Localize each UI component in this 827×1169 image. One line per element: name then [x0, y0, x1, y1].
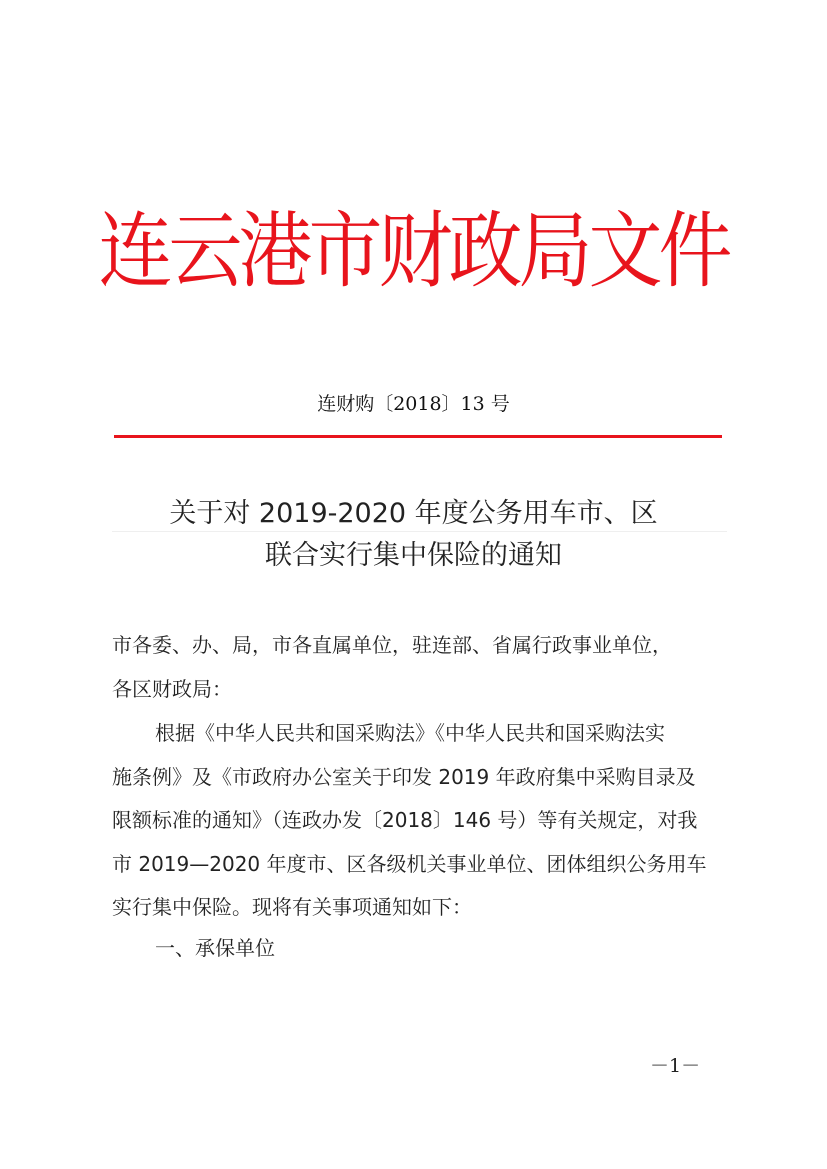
paragraph-line-2: 施条例》及《市政府办公室关于印发 2019 年政府集中采购目录及	[112, 765, 696, 789]
faint-divider	[112, 531, 727, 532]
paragraph-line-5: 实行集中保险。现将有关事项通知如下：	[112, 895, 472, 919]
masthead-title: 连云港市财政局文件	[98, 203, 729, 300]
page-number: －1－	[650, 1055, 701, 1077]
document-number: 连财购〔2018〕13 号	[317, 393, 510, 415]
notice-title-line-2: 联合实行集中保险的通知	[265, 540, 562, 571]
red-divider	[114, 435, 722, 438]
paragraph-line-4: 市 2019—2020 年度市、区各级机关事业单位、团体组织公务用车	[112, 852, 707, 876]
notice-title-line-1: 关于对 2019-2020 年度公务用车市、区	[169, 498, 658, 529]
paragraph-line-1: 根据《中华人民共和国采购法》《中华人民共和国采购法实	[155, 721, 665, 745]
addressee-line-1: 市各委、办、局，市各直属单位，驻连部、省属行政事业单位，	[112, 633, 672, 657]
section-heading-1: 一、承保单位	[155, 936, 275, 960]
paragraph-line-3: 限额标准的通知》（连政办发〔2018〕146 号）等有关规定，对我	[112, 808, 698, 832]
addressee-line-2: 各区财政局：	[112, 677, 232, 701]
